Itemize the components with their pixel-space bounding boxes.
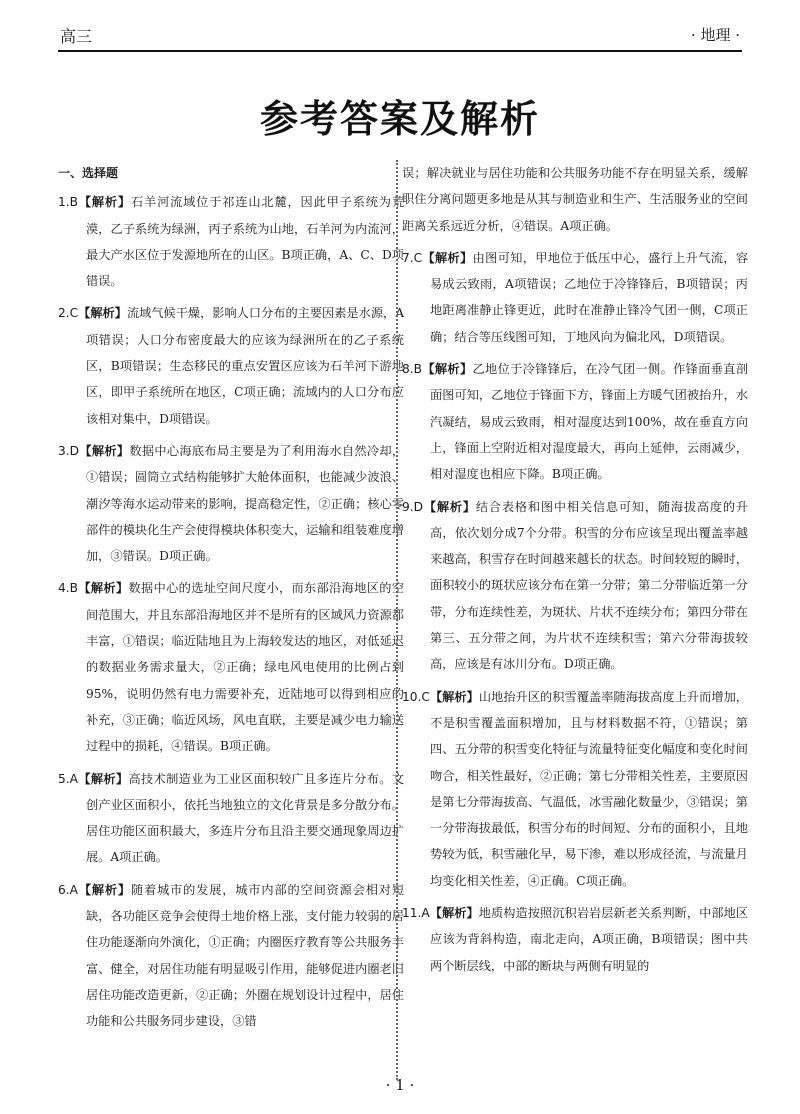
analysis-text: 山地抬升区的积雪覆盖率随海拔高度上升而增加，不是积雪覆盖面积增加，且与材料数据不符，①错误；第四、五分带的积雪变化特征与流量特征变化幅度和变化时间吻合，相关性最好，②正确；第七分带相关性差，主要原因是第七分带海拔高、气温低，冰雪融化数量少，③错误；第一分带海拔最低，积雪分布的时间短、分布的面积小，且地势较为低，积雪融化早，易下渗，难以形成径流，与流量月均变化相关性差，④正确。C项正确。 (430, 689, 748, 888)
answer-number: 6.A (58, 882, 78, 897)
answer-item (58, 766, 404, 871)
analysis-text: 石羊河流域位于祁连山北麓，因此甲子系统为荒漠，乙子系统为绿洲，丙子系统为山地，石羊河为内流河，最大产水区位于发源地所在的山区。B项正确，A、C、D项错误。 (86, 195, 405, 289)
analysis-tag: 【解析】 (78, 581, 129, 596)
page-title: 参考答案及解析 (259, 97, 540, 141)
analysis-tag: 【解析】 (423, 499, 476, 514)
answer-list-left (58, 189, 404, 1034)
answer-number: 5.A (58, 771, 78, 786)
analysis-tag: 【解析】 (77, 882, 131, 897)
analysis-text: 乙地位于冷锋锋后，在冷气团一侧。作锋面垂直剖面图可知，乙地位于锋面下方，锋面上方暖气团被抬升，水汽凝结，易成云致雨，相对湿度达到100%，故在垂直方向上，锋面上空附近相对湿度最大，再向上延伸，云雨减少，相对湿度也相应下降。B项正确。 (430, 362, 749, 482)
answer-item (402, 245, 748, 350)
analysis-text: 数据中心海底布局主要是为了利用海水自然冷却，①错误；圆筒立式结构能够扩大舱体面积，也能减少波浪、潮汐等海水运动带来的影响，提高稳定性，②正确；核心零部件的模块化生产会使得模块体积变大，运输和组装难度增加，③错误。D项正确。 (86, 443, 405, 564)
analysis-text: 由图可知，甲地位于低压中心，盛行上升气流，容易成云致雨，A项错误；乙地位于冷锋锋后，B项错误；丙地距离准静止锋更近，此时在准静止锋冷气团一侧，C项正确；结合等压线图可知，丁地风向为偏北风，D项错误。 (430, 250, 749, 344)
answer-number: 7.C (402, 250, 423, 265)
analysis-text: 地质构造按照沉积岩岩层新老关系判断，中部地区应该为背斜构造，南北走向，A项正确，B项错误；图中共两个断层线，中部的断块与两侧有明显的 (430, 906, 749, 973)
continued-text: 误；解决就业与居住功能和公共服务功能不存在明显关系，缓解职住分离问题更多地是从其与制造业和生产、生活服务业的空间距离关系远近分析，④错误。A项正确。 (402, 166, 748, 233)
answer-number: 9.D (402, 499, 424, 514)
analysis-text: 流域气候干燥，影响人口分布的主要因素是水源，A项错误；人口分布密度最大的应该为绿洲所在的乙子系统区，B项错误；生态移民的重点安置区应该为石羊河下游地区，即甲子系统所在地区，C项正确；流域内的人口分布应该相对集中，D项错误。 (86, 306, 405, 426)
analysis-tag: 【解析】 (77, 771, 129, 786)
answer-item (402, 900, 748, 979)
analysis-tag: 【解析】 (422, 250, 473, 265)
analysis-tag: 【解析】 (422, 362, 473, 377)
analysis-tag: 【解析】 (79, 443, 130, 458)
answer-item (58, 438, 404, 569)
answer-number: 8.B (402, 362, 422, 377)
analysis-tag: 【解析】 (78, 306, 127, 321)
answer-number: 2.C (58, 306, 79, 321)
page-number: · 1 · (385, 1076, 415, 1094)
answer-number: 3.D (58, 443, 80, 458)
column-divider (396, 160, 398, 1080)
answer-number: 4.B (58, 581, 78, 596)
analysis-text: 随着城市的发展，城市内部的空间资源会相对短缺，各功能区竞争会使得土地价格上涨，支付能力较弱的居住功能逐渐向外演化，①正确；内圈医疗教育等公共服务丰富、健全，对居住功能有明显吸引作用，能够促进内圈老旧居住功能改造更新，②正确；外圈在规划设计过程中，居住功能和公共服务同步建设，③错 (86, 882, 405, 1029)
answer-number: 1.B (58, 195, 78, 210)
grade-label: 高三 (60, 27, 93, 46)
answer-list-right (402, 245, 748, 979)
subject-label: · 地理 · (690, 26, 740, 44)
section-heading: 一、选择题 (58, 166, 119, 180)
answer-number: 11.A (402, 906, 430, 921)
right-column (402, 160, 748, 985)
answer-item (402, 356, 748, 487)
answer-item (402, 684, 748, 894)
answer-item (58, 575, 404, 759)
analysis-tag: 【解析】 (429, 906, 479, 921)
page-header (58, 22, 742, 52)
answer-item (58, 300, 404, 431)
answer-number: 10.C (402, 689, 430, 704)
left-column (58, 160, 404, 1041)
answer-item (402, 494, 748, 678)
analysis-text: 数据中心的选址空间尺度小，而东部沿海地区的空间范围大，并且东部沿海地区并不是所有的区域风力资源都丰富，①错误；临近陆地且为上海较发达的地区，对低延迟的数据业务需求量大，②正确；绿电风电使用的比例占到95%，说明仍然有电力需要补充，近陆地可以得到相应的补充，③正确；临近风场，风电直联，主要是减少电力输送过程中的损耗，④错误。B项正确。 (86, 581, 405, 754)
analysis-tag: 【解析】 (429, 689, 479, 704)
answer-item (58, 877, 404, 1035)
analysis-tag: 【解析】 (78, 195, 132, 210)
analysis-text: 高技术制造业为工业区面积较广且多连片分布。文创产业区面积小，依托当地独立的文化背景是多分散分布。居住功能区面积最大，多连片分布且沿主要交通现象周边扩展。A项正确。 (86, 771, 405, 865)
answer-item (58, 189, 404, 294)
analysis-text: 结合表格和图中相关信息可知，随海拔高度的升高，依次划分成7个分带。积雪的分布应该呈现出覆盖率越来越高，积雪存在时间越来越长的状态。时间较短的瞬时，面积较小的斑状应该分布在第一分带；第二分带临近第一分带，分布连续性差，为斑状、片状不连续分布；第四分带在第三、五分带之间，为片状不连续积雪；第六分带海拔较高，应该是有冰川分布。D项正确。 (430, 499, 749, 672)
